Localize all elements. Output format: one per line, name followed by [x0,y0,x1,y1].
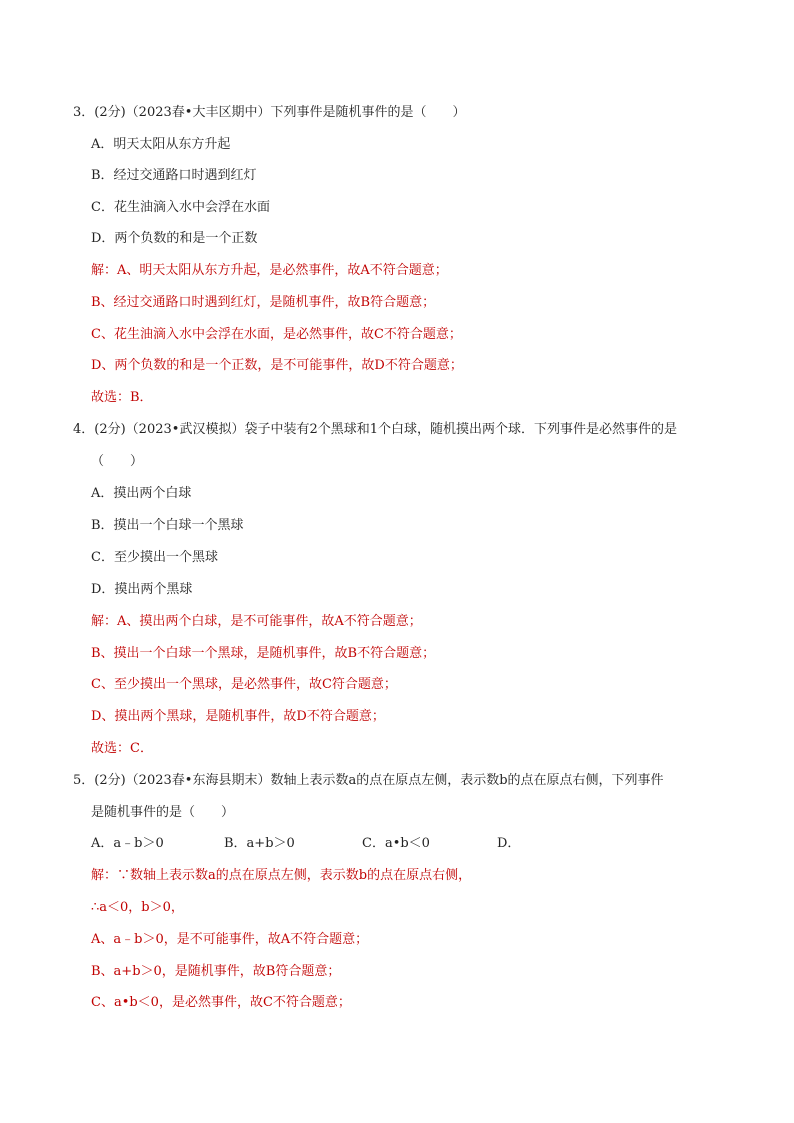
q3-option-c: C．花生油滴入水中会浮在水面 [91,200,270,215]
q3-option-a: A．明天太阳从东方升起 [91,137,231,152]
q5-option-b: B．a+b＞0 [224,836,295,851]
q3-answer: 故选：B． [91,390,153,405]
q3-solution-4: D、两个负数的和是一个正数，是不可能事件，故D不符合题意； [91,358,463,373]
q5-option-c: C．a•b＜0 [362,836,430,851]
q4-option-d: D．摸出两个黑球 [91,582,193,597]
q4-stem-line1: 4．(2分)（2023•武汉模拟）袋子中装有2个黑球和1个白球，随机摸出两个球．下列事件是必然事件的是 [73,422,677,437]
q4-answer: 故选：C． [91,741,153,756]
q5-solution-3: A、a﹣b＞0，是不可能事件，故A不符合题意； [91,932,369,947]
q4-solution-2: B、摸出一个白球一个黑球，是随机事件，故B不符合题意； [91,646,436,661]
q3-option-b: B．经过交通路口时遇到红灯 [91,168,257,183]
q5-solution-1: 解：∵数轴上表示数a的点在原点左侧，表示数b的点在原点右侧， [91,868,472,883]
q5-stem-line1: 5．(2分)（2023春•东海县期末）数轴上表示数a的点在原点左侧，表示数b的点在原点右侧，下列事件 [73,773,664,788]
q3-solution-2: B、经过交通路口时遇到红灯，是随机事件，故B符合题意； [91,295,436,310]
q5-solution-4: B、a+b＞0，是随机事件，故B符合题意； [91,964,341,979]
q4-stem-line2: （ ） [91,454,144,469]
q4-option-c: C．至少摸出一个黑球 [91,550,218,565]
q5-solution-2: ∴a＜0，b＞0， [91,900,184,915]
q3-stem: 3．(2分)（2023春•大丰区期中）下列事件是随机事件的是（ ） [73,105,466,120]
q3-option-d: D．两个负数的和是一个正数 [91,231,258,246]
q4-solution-1: 解：A、摸出两个白球，是不可能事件，故A不符合题意； [91,614,422,629]
q5-option-a: A．a﹣b＞0 [91,836,164,851]
q5-solution-5: C、a•b＜0，是必然事件，故C不符合题意； [91,995,351,1010]
q4-option-a: A．摸出两个白球 [91,486,192,501]
q5-option-d: D． [497,836,521,851]
q4-solution-3: C、至少摸出一个黑球，是必然事件，故C符合题意； [91,677,397,692]
q5-stem-line2: 是随机事件的是（ ） [91,805,235,820]
q4-option-b: B．摸出一个白球一个黑球 [91,518,244,533]
q3-solution-3: C、花生油滴入水中会浮在水面，是必然事件，故C不符合题意； [91,327,462,342]
q3-solution-1: 解：A、明天太阳从东方升起，是必然事件，故A不符合题意； [91,263,448,278]
q4-solution-4: D、摸出两个黑球，是随机事件，故D不符合题意； [91,709,385,724]
